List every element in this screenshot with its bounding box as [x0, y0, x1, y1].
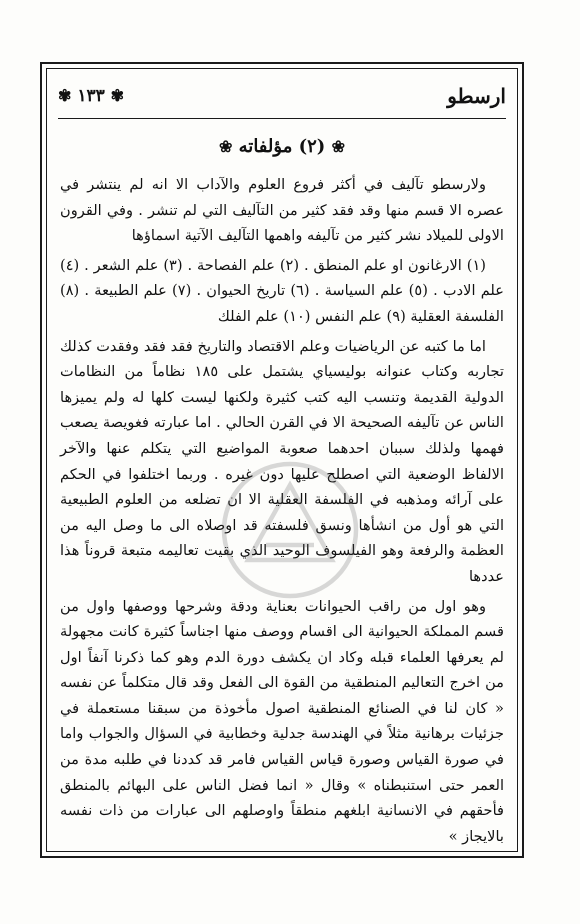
header-rule — [58, 118, 506, 119]
section-heading: (٢) مؤلفاته — [238, 136, 326, 157]
paragraph: وهو اول من راقب الحيوانات بعناية ودقة وشرحها ووصفها واول من قسم المملكة الحيوانية الى اقسام ووصف منها اجناساً كثيرة كانت مجهولة لم يعرفها العلماء قبله وكاد ان يكشف دورة الدم وهو كما ذكرنا آنفاً اول من اخرج التعاليم المنطقية من القوة الى الفعل وقد قال متكلماً عن نفسه « كان لنا في الصنائع المنطقية اصول مأخوذة من سبقنا مستعملة في جزئيات برهانية مثلاً في الهندسة جدلية وخطابية في السؤال والجواب واما في صورة القياس وصورة قياس القياس فامر قد كددنا في طلبه مدة من العمر حتى استنبطناه » وقال « انما فضل الناس على البهائم بالمنطق فأحقهم في الانسانية ابلغهم منطقاً واوصلهم الى عبارات من ذات نفسه بالايجاز » — [60, 597, 504, 845]
paragraph: ولارسطو تآليف في أكثر فروع العلوم والآداب الا انه لم ينتشر في عصره الا قسم منها وقد فقد كثير من التآليف التي لم تنشر . وفي القرون الاولى للميلاد نشر كثير من تآليفه واهمها التآليف الآتية اسماؤها — [60, 176, 504, 245]
ornament-icon: ✾ — [110, 86, 125, 105]
page-number-group — [58, 86, 124, 106]
paragraph: (١) الارغانون او علم المنطق . (٢) علم الفصاحة . (٣) علم الشعر . (٤) علم الادب . (٥) علم السياسة . (٦) تاريخ الحيوان . (٧) علم الطبيعة . (٨) الفلسفة العقلية (٩) علم النفس (١٠) علم الفلك — [60, 256, 504, 325]
body-text — [60, 172, 504, 853]
ornament-icon: ❀ — [218, 137, 233, 156]
page-header — [58, 80, 506, 116]
page-number: ١٣٣ — [77, 86, 105, 106]
ornament-icon: ❀ — [331, 137, 346, 156]
ornament-icon: ✾ — [58, 86, 72, 105]
running-title: ارسطو — [447, 84, 506, 108]
section-heading-group — [58, 136, 506, 157]
paragraph: اما ما كتبه عن الرياضيات وعلم الاقتصاد والتاريخ فقد فقد وفقدت كذلك تجاربه وكتاب عنوانه بوليسياي يشتمل على ١٨٥ نظاماً من النظامات الدولية القديمة وتنسب اليه كتب كثيرة ولكنها ليست كلها له ولم يميزها الناس عن تآليفه الصحيحة الا في القرن الحالي . اما عبارته فغويصة يصعب فهمها ولذلك سببان احدهما صعوبة المواضيع التي يتكلم عنها والآخر الالفاظ الوضعية التي اصطلح عليها دون غيره . وربما اختلفوا في الحكم على آرائه ومذهبه في الفلسفة العقلية الا ان تضلعه من العلوم الطبيعية التي هو أول من انشأها ونسق فلسفته قد اوصلاه الى ما وصل اليه من العظمة والرفعة وهو الفيلسوف الوحيد الذي بقيت تعاليمه متبعة قروناً هذا عددها — [60, 337, 504, 585]
